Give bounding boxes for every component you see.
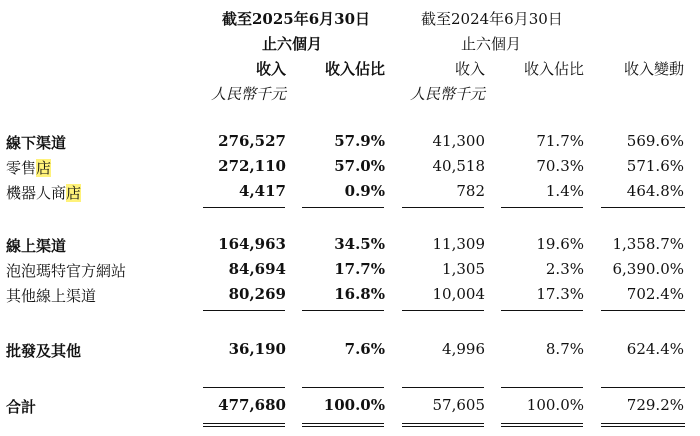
cell-share2024: 70.3% — [536, 157, 584, 175]
cell-change: 6,390.0% — [612, 260, 684, 278]
col-revenue-2024: 收入 — [454, 60, 485, 78]
subtotal-rule-change — [601, 207, 685, 208]
period-2024-line2: 止六個月 — [461, 35, 522, 53]
cell-share2025: 57.0% — [334, 157, 385, 175]
cell-share2025: 34.5% — [334, 235, 385, 253]
cell-share2025: 0.9% — [344, 182, 385, 200]
cell-rev2024: 40,518 — [432, 157, 485, 175]
row-label — [6, 340, 81, 361]
row-label-text: 批發及其他 — [6, 342, 82, 360]
row-label-text: 機器人商 — [6, 184, 67, 202]
cell-rev2025: 36,190 — [228, 340, 286, 358]
cell-change: 702.4% — [626, 285, 684, 303]
cell-rev2025: 276,527 — [218, 132, 286, 150]
row-label-text: 合計 — [6, 398, 37, 416]
row-label — [6, 260, 126, 281]
cell-rev2025: 164,963 — [218, 235, 286, 253]
row-label-text: 零售 — [6, 159, 37, 177]
row-label — [6, 285, 96, 306]
subtotal-rule-rev2025 — [203, 207, 285, 208]
subtotal-rule-rev2024 — [402, 207, 484, 208]
total-double-rule-rev2025 — [203, 423, 285, 427]
cell-rev2024: 1,305 — [442, 260, 485, 278]
period-2025-line1: 截至2025年6月30日 — [222, 10, 371, 28]
cell-rev2024: 11,309 — [432, 235, 485, 253]
row-label — [6, 182, 81, 203]
period-2024-line1: 截至2024年6月30日 — [421, 10, 563, 28]
cell-change: 464.8% — [626, 182, 684, 200]
cell-rev2025: 272,110 — [218, 157, 286, 175]
row-label — [6, 396, 36, 417]
col-share-2024: 收入佔比 — [523, 60, 584, 78]
row-label-highlight: 店 — [36, 159, 52, 177]
cell-rev2025: 80,269 — [228, 285, 286, 303]
row-label-text: 線下渠道 — [6, 134, 67, 152]
total-top-rule-change — [601, 387, 685, 388]
online-rule-rev2024 — [402, 310, 484, 311]
row-label-highlight: 店 — [66, 184, 82, 202]
cell-rev2025: 477,680 — [218, 396, 286, 414]
cell-rev2025: 4,417 — [239, 182, 286, 200]
cell-change: 624.4% — [626, 340, 684, 358]
cell-rev2025: 84,694 — [228, 260, 286, 278]
subtotal-rule-share2024 — [501, 207, 583, 208]
unit-2024: 人民幣千元 — [409, 85, 485, 103]
col-revenue-2025: 收入 — [255, 60, 286, 78]
total-double-rule-rev2024 — [402, 423, 484, 427]
online-rule-rev2025 — [203, 310, 285, 311]
cell-share2025: 7.6% — [344, 340, 385, 358]
cell-share2024: 19.6% — [536, 235, 584, 253]
period-2025-line2: 止六個月 — [262, 35, 323, 53]
cell-change: 1,358.7% — [612, 235, 684, 253]
online-rule-share2024 — [501, 310, 583, 311]
row-label — [6, 132, 66, 153]
total-double-rule-share2025 — [302, 423, 384, 427]
unit-2025: 人民幣千元 — [210, 85, 286, 103]
col-share-2025: 收入佔比 — [324, 60, 385, 78]
cell-rev2024: 57,605 — [432, 396, 485, 414]
cell-share2025: 57.9% — [334, 132, 385, 150]
cell-share2025: 17.7% — [334, 260, 385, 278]
total-top-rule-rev2025 — [203, 387, 285, 388]
online-rule-share2025 — [302, 310, 384, 311]
cell-rev2024: 41,300 — [432, 132, 485, 150]
total-top-rule-share2024 — [501, 387, 583, 388]
cell-rev2024: 4,996 — [442, 340, 485, 358]
cell-change: 569.6% — [626, 132, 684, 150]
total-double-rule-share2024 — [501, 423, 583, 427]
cell-share2024: 17.3% — [536, 285, 584, 303]
cell-share2024: 8.7% — [545, 340, 584, 358]
cell-rev2024: 782 — [456, 182, 485, 200]
row-label-text: 其他線上渠道 — [6, 287, 97, 305]
cell-share2024: 71.7% — [536, 132, 584, 150]
cell-share2025: 16.8% — [334, 285, 385, 303]
cell-share2024: 100.0% — [526, 396, 584, 414]
total-top-rule-share2025 — [302, 387, 384, 388]
cell-share2025: 100.0% — [323, 396, 385, 414]
total-double-rule-change — [601, 423, 685, 427]
cell-change: 571.6% — [626, 157, 684, 175]
row-label — [6, 235, 66, 256]
cell-change: 729.2% — [626, 396, 684, 414]
cell-rev2024: 10,004 — [432, 285, 485, 303]
row-label — [6, 157, 51, 178]
online-rule-change — [601, 310, 685, 311]
cell-share2024: 2.3% — [545, 260, 584, 278]
row-label-text: 線上渠道 — [6, 237, 67, 255]
col-change: 收入變動 — [623, 60, 684, 78]
row-label-text: 泡泡瑪特官方網站 — [6, 262, 127, 280]
total-top-rule-rev2024 — [402, 387, 484, 388]
cell-share2024: 1.4% — [545, 182, 584, 200]
subtotal-rule-share2025 — [302, 207, 384, 208]
